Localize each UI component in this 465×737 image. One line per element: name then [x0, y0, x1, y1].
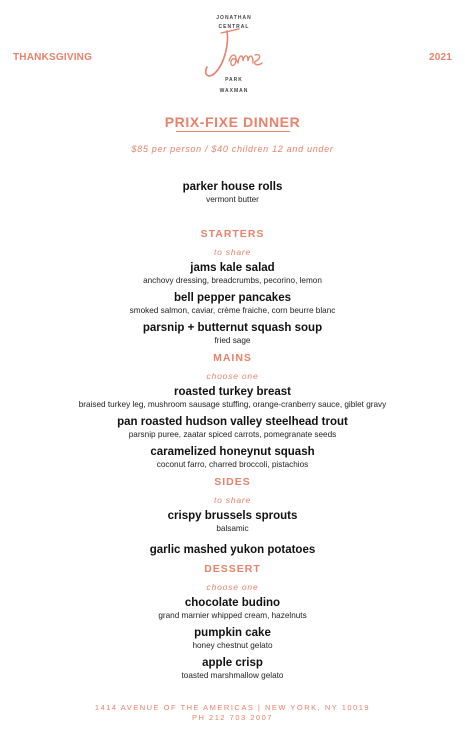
section-note: choose one [206, 582, 259, 592]
section-title-sides: SIDES [214, 476, 251, 488]
footer-phone: PH 212 703 2007 [192, 713, 273, 722]
menu-item [0, 509, 465, 534]
menu-item [0, 180, 465, 205]
year-label: 2021 [428, 52, 452, 63]
dish-name: parsnip + butternut squash soup [142, 322, 323, 334]
menu-item [0, 291, 465, 316]
menu-item [0, 385, 465, 410]
dish-description: toasted marshmallow gelato [181, 671, 284, 680]
menu-title: PRIX-FIXE DINNER [164, 114, 301, 130]
dish-description: coconut farro, charred broccoli, pistachios [156, 460, 309, 469]
menu-item [0, 543, 465, 557]
menu-item [0, 596, 465, 621]
section-title-starters: STARTERS [200, 228, 265, 240]
logo-text-waxman: WAXMAN [219, 88, 249, 94]
dish-description: grand marnier whipped cream, hazelnuts [158, 611, 307, 620]
logo-text-central: CENTRAL [218, 24, 250, 30]
section-note: choose one [206, 371, 259, 381]
section-note: to share [213, 247, 252, 257]
dish-name: apple crisp [202, 657, 263, 669]
dish-name: pumpkin cake [194, 627, 271, 639]
section-title-mains: MAINS [213, 352, 252, 364]
dish-description: smoked salmon, caviar, crème fraiche, corn beurre blanc [129, 306, 336, 315]
menu-item [0, 626, 465, 651]
dish-name: roasted turkey breast [174, 386, 291, 398]
dish-name: bell pepper pancakes [174, 292, 291, 304]
dish-description: honey chestnut gelato [192, 641, 273, 650]
menu-item [0, 261, 465, 286]
dish-name: parker house rolls [182, 181, 283, 193]
dish-name: crispy brussels sprouts [167, 510, 298, 522]
pricing-text: $85 per person / $40 children 12 and under [131, 144, 334, 154]
menu-item [0, 321, 465, 346]
section-note: to share [213, 495, 252, 505]
dish-description: fried sage [214, 336, 251, 345]
logo-text-park: PARK [225, 77, 243, 83]
menu-item [0, 656, 465, 681]
menu-items [0, 180, 465, 686]
dish-description: braised turkey leg, mushroom sausage stuffing, orange-cranberry sauce, giblet gravy [78, 400, 387, 409]
title-underline [176, 131, 290, 132]
footer [0, 703, 465, 723]
restaurant-logo [199, 13, 269, 99]
logo-text-jonathan: JONATHAN [216, 15, 252, 21]
footer-address: 1414 AVENUE OF THE AMERICAS | NEW YORK, NY 10019 [94, 703, 371, 712]
dish-name: pan roasted hudson valley steelhead trout [117, 416, 348, 428]
occasion-label: THANKSGIVING [13, 52, 93, 63]
section-title-dessert: DESSERT [204, 563, 261, 575]
dish-description: parsnip puree, zaatar spiced carrots, pomegranate seeds [128, 430, 337, 439]
menu-item [0, 415, 465, 440]
dish-description: balsamic [216, 524, 249, 533]
dish-name: garlic mashed yukon potatoes [149, 544, 316, 556]
dish-description: vermont butter [206, 195, 259, 204]
dish-name: caramelized honeynut squash [150, 446, 315, 458]
dish-name: jams kale salad [190, 262, 275, 274]
menu-item [0, 445, 465, 470]
dish-name: chocolate budino [184, 597, 281, 609]
dish-description: anchovy dressing, breadcrumbs, pecorino, lemon [143, 276, 322, 285]
